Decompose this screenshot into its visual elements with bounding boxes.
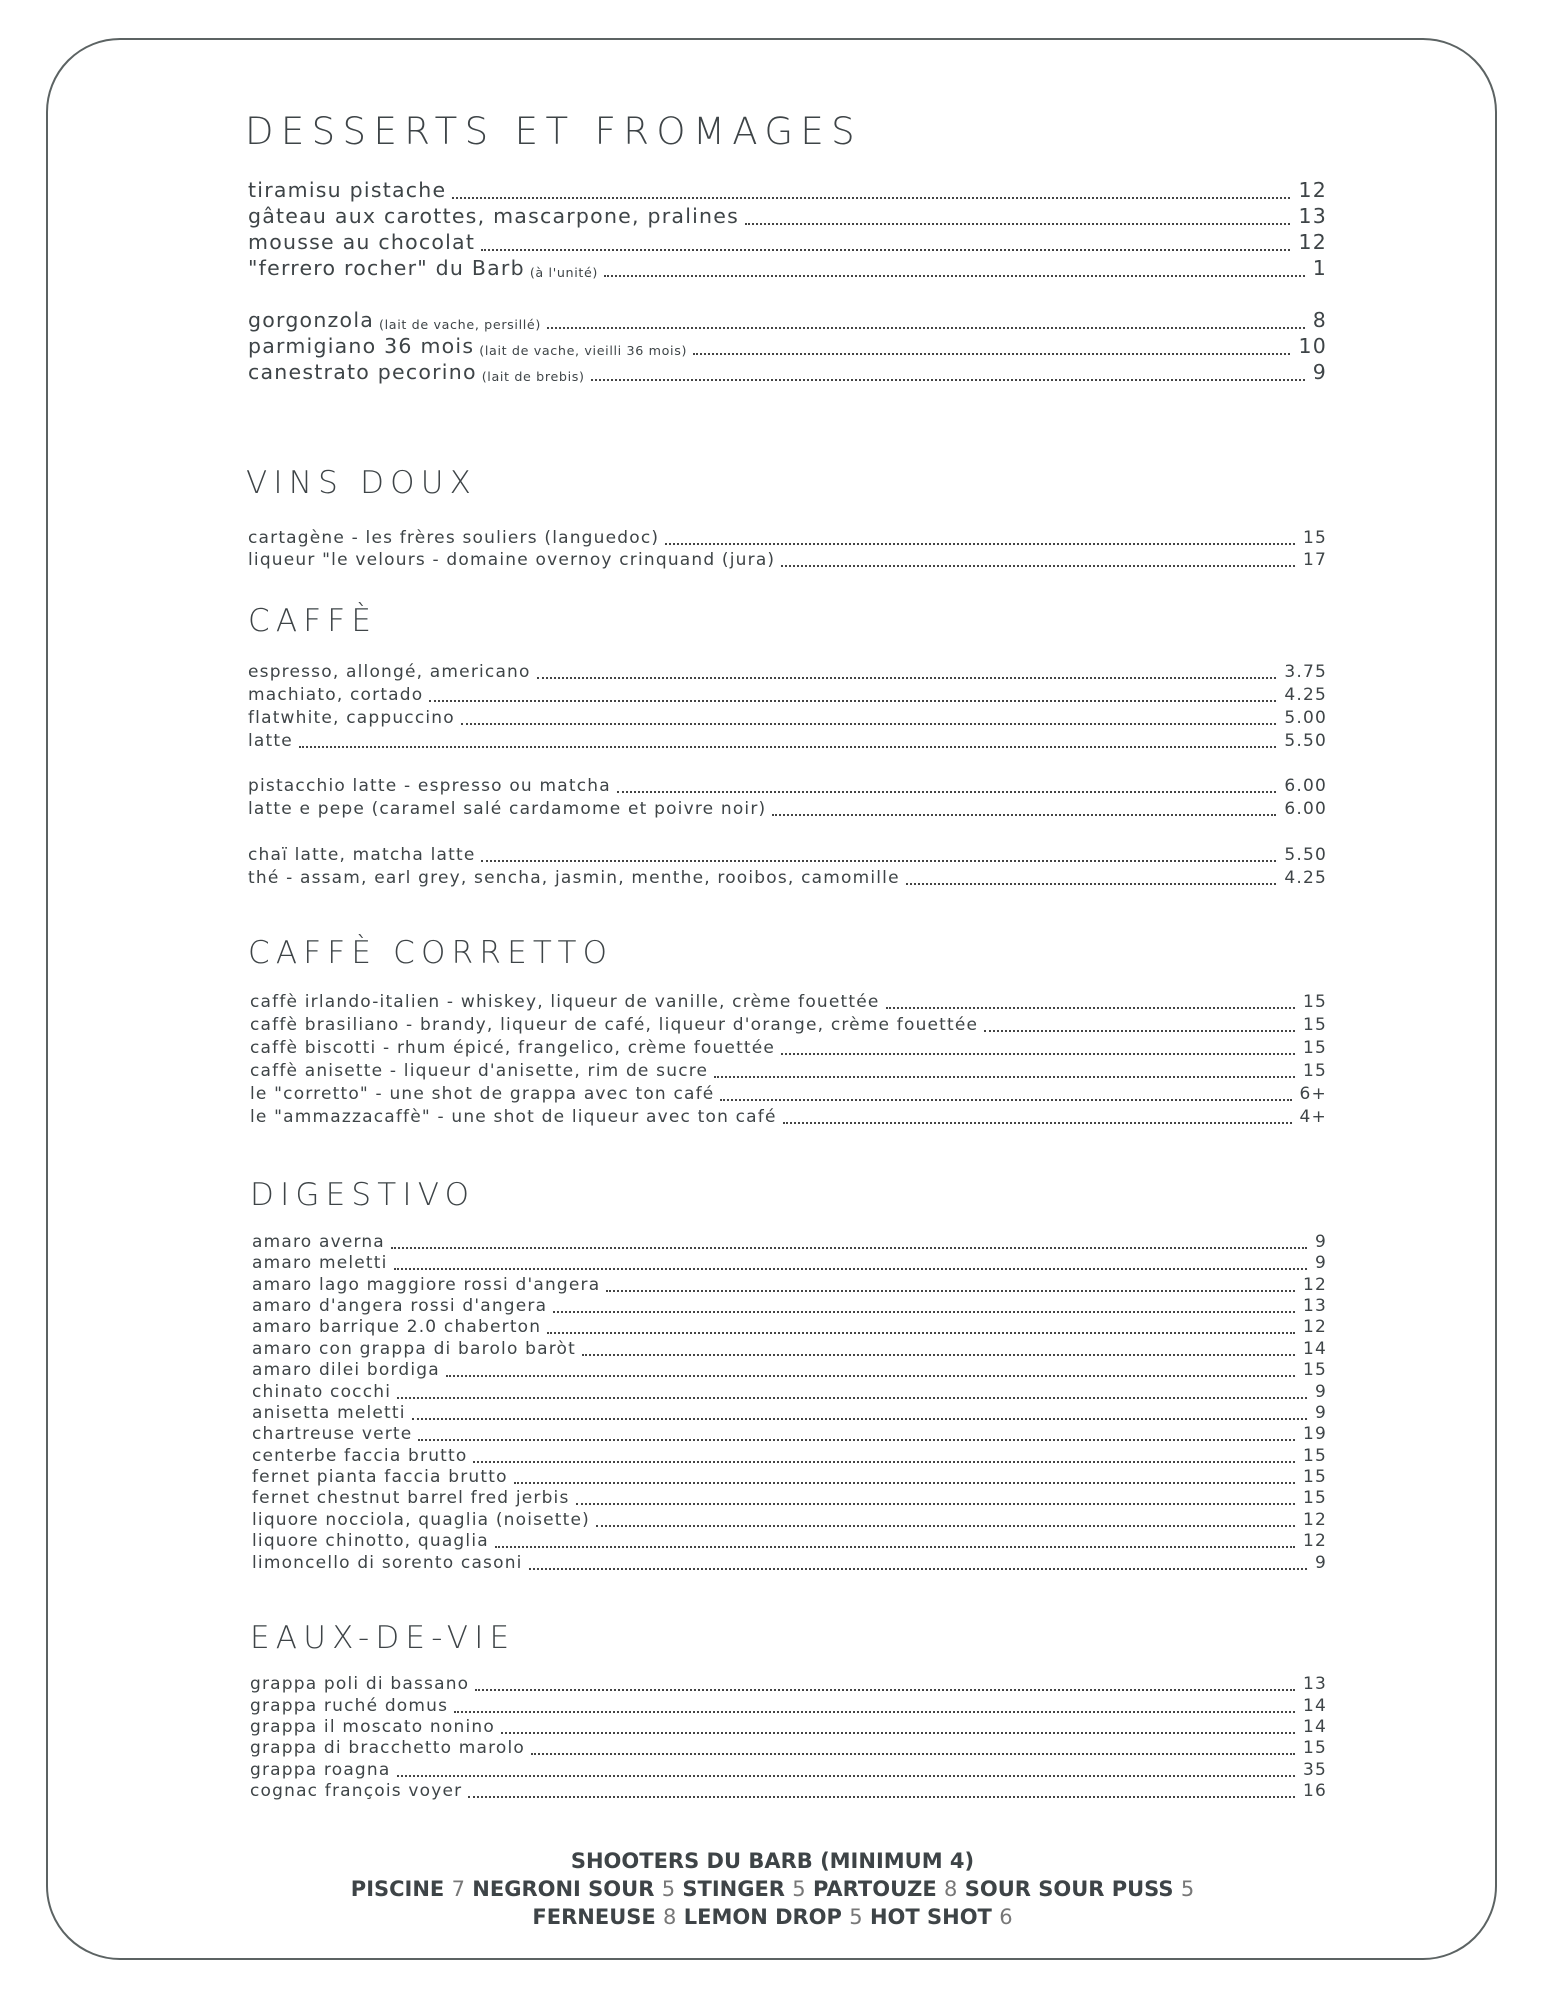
dot-leader (429, 700, 1276, 702)
dot-leader (783, 1122, 1292, 1124)
menu-item (250, 1760, 1327, 1780)
menu-item-price: 13 (1298, 204, 1327, 228)
menu-item-price: 15 (1302, 528, 1327, 548)
dot-leader (461, 723, 1277, 725)
shooter-price: 5 (661, 1877, 676, 1901)
digestivo-section-title: DIGESTIVO (250, 1177, 476, 1213)
shooter-name: LEMON DROP (683, 1905, 842, 1929)
menu-item-price: 8 (1312, 308, 1327, 332)
dot-leader (454, 1711, 1295, 1713)
menu-item-price: 19 (1302, 1424, 1327, 1444)
dot-leader (576, 1503, 1295, 1505)
menu-item-price: 15 (1302, 1038, 1327, 1058)
menu-item (248, 550, 1327, 570)
menu-item-price: 14 (1302, 1696, 1327, 1716)
menu-item-name: anisetta meletti (252, 1403, 406, 1423)
dot-leader (553, 1311, 1295, 1313)
menu-item-name: parmigiano 36 mois (248, 334, 475, 358)
dot-leader (514, 1482, 1295, 1484)
menu-item-price: 9 (1314, 1253, 1327, 1273)
menu-item (250, 1084, 1327, 1104)
shooter-name: PISCINE (350, 1877, 445, 1901)
menu-item (252, 1382, 1327, 1402)
menu-item-name: canestrato pecorino (248, 360, 477, 384)
dot-leader (604, 275, 1305, 277)
menu-item-price: 12 (1298, 178, 1327, 202)
menu-item (248, 528, 1327, 548)
menu-item (250, 1038, 1327, 1058)
dot-leader (475, 1689, 1295, 1691)
shooter-price: 7 (451, 1877, 465, 1901)
menu-item (250, 1015, 1327, 1035)
menu-item-price: 9 (1312, 360, 1327, 384)
dot-leader (720, 1099, 1291, 1101)
menu-item (252, 1317, 1327, 1337)
menu-item-price: 13 (1302, 1296, 1327, 1316)
shooter-name: PARTOUZE (812, 1877, 937, 1901)
menu-item (250, 1717, 1327, 1737)
dot-leader (693, 353, 1290, 355)
menu-item-price: 15 (1302, 1360, 1327, 1380)
menu-item (250, 1674, 1327, 1694)
shooter-price: 5 (849, 1905, 863, 1929)
menu-item-name: machiato, cortado (248, 685, 424, 705)
menu-item-name: latte (248, 731, 293, 751)
menu-item-name: fernet chestnut barrel fred jerbis (252, 1488, 570, 1508)
dot-leader (397, 1775, 1295, 1777)
dot-leader (531, 1753, 1295, 1755)
menu-item-price: 14 (1302, 1339, 1327, 1359)
menu-item-name: latte e pepe (caramel salé cardamome et poivre noir) (248, 799, 767, 819)
dot-leader (391, 1247, 1307, 1249)
menu-item-name: amaro con grappa di barolo baròt (252, 1339, 576, 1359)
menu-item (250, 1738, 1327, 1758)
dot-leader (481, 249, 1290, 251)
menu-item-name: grappa ruché domus (250, 1696, 449, 1716)
menu-item-name: thé - assam, earl grey, sencha, jasmin, menthe, rooibos, camomille (248, 868, 900, 888)
menu-item (252, 1467, 1327, 1487)
menu-item-price: 6.00 (1284, 799, 1327, 819)
menu-item (250, 992, 1327, 1012)
menu-item (252, 1553, 1327, 1573)
dot-leader (547, 1332, 1295, 1334)
menu-item-price: 35 (1302, 1760, 1327, 1780)
dot-leader (412, 1418, 1307, 1420)
menu-item (248, 731, 1327, 751)
menu-item-price: 14 (1302, 1717, 1327, 1737)
menu-item-price: 15 (1302, 1061, 1327, 1081)
menu-item-price: 15 (1302, 1467, 1327, 1487)
menu-item-name: grappa roagna (250, 1760, 391, 1780)
vins-section-title: VINS DOUX (246, 465, 478, 501)
dot-leader (299, 746, 1276, 748)
menu-item-name: liquore nocciola, quaglia (noisette) (252, 1510, 590, 1530)
menu-item-name: amaro averna (252, 1232, 385, 1252)
menu-item-name: liqueur "le velours - domaine overnoy crinquand (jura) (248, 550, 776, 570)
menu-item-name: amaro d'angera rossi d'angera (252, 1296, 548, 1316)
menu-item (252, 1403, 1327, 1423)
menu-item-price: 5.50 (1284, 845, 1327, 865)
menu-item-name: liquore chinotto, quaglia (252, 1531, 489, 1551)
menu-item (248, 178, 1327, 202)
menu-item-name: caffè anisette - liqueur d'anisette, rim de sucre (250, 1061, 709, 1081)
menu-item-name: gâteau aux carottes, mascarpone, pralines (248, 204, 740, 228)
shooter-name: SOUR SOUR PUSS (964, 1877, 1174, 1901)
menu-item-name: chartreuse verte (252, 1424, 413, 1444)
shooter-name: FERNEUSE (532, 1905, 656, 1929)
menu-item (252, 1510, 1327, 1530)
menu-item (252, 1296, 1327, 1316)
menu-item-name: "ferrero rocher" du Barb (248, 256, 525, 280)
dot-leader (617, 791, 1277, 793)
menu-item (252, 1360, 1327, 1380)
menu-item-name: chinato cocchi (252, 1382, 392, 1402)
menu-item-name: grappa poli di bassano (250, 1674, 470, 1694)
menu-item (252, 1446, 1327, 1466)
desserts-section-title: DESSERTS ET FROMAGES (245, 110, 863, 153)
menu-item-price: 9 (1314, 1382, 1327, 1402)
menu-item (248, 204, 1327, 228)
dot-leader (537, 677, 1277, 679)
corretto-section-title: CAFFÈ CORRETTO (248, 935, 614, 971)
shooters-line-1 (0, 1877, 1545, 1901)
shooters-line-2 (0, 1905, 1545, 1929)
menu-item-price: 5.00 (1284, 708, 1327, 728)
menu-item-price: 12 (1302, 1275, 1327, 1295)
menu-item (252, 1232, 1327, 1252)
menu-item (248, 845, 1327, 865)
shooter-price: 5 (1180, 1877, 1195, 1901)
menu-item (252, 1339, 1327, 1359)
menu-item-price: 16 (1302, 1781, 1327, 1801)
menu-item-name: pistacchio latte - espresso ou matcha (248, 776, 611, 796)
menu-item-name: cartagène - les frères souliers (languedoc) (248, 528, 660, 548)
menu-item-price: 15 (1302, 992, 1327, 1012)
menu-item-name: mousse au chocolat (248, 230, 476, 254)
menu-item-name: le "ammazzacaffè" - une shot de liqueur avec ton café (250, 1107, 777, 1127)
menu-item-name: le "corretto" - une shot de grappa avec ton café (250, 1084, 715, 1104)
menu-item-price: 15 (1302, 1738, 1327, 1758)
dot-leader (481, 860, 1276, 862)
menu-item (248, 776, 1327, 796)
dot-leader (582, 1354, 1295, 1356)
shooter-price: 6 (999, 1905, 1013, 1929)
dot-leader (446, 1375, 1295, 1377)
menu-item-name: tiramisu pistache (248, 178, 447, 202)
menu-item (248, 334, 1327, 358)
menu-item-name: caffè irlando-italien - whiskey, liqueur de vanille, crème fouettée (250, 992, 880, 1012)
menu-item-price: 12 (1298, 230, 1327, 254)
dot-leader (394, 1268, 1307, 1270)
menu-item (252, 1424, 1327, 1444)
menu-item-price: 3.75 (1284, 662, 1327, 682)
menu-item-price: 15 (1302, 1446, 1327, 1466)
menu-item-price: 15 (1302, 1015, 1327, 1035)
dot-leader (495, 1546, 1295, 1548)
menu-item-name: amaro lago maggiore rossi d'angera (252, 1275, 601, 1295)
dot-leader (714, 1076, 1295, 1078)
menu-item (248, 708, 1327, 728)
dot-leader (781, 565, 1295, 567)
shooter-price: 5 (792, 1877, 806, 1901)
menu-item-price: 1 (1312, 256, 1327, 280)
dot-leader (468, 1796, 1295, 1798)
menu-item (252, 1253, 1327, 1273)
menu-item-name: limoncello di sorento casoni (252, 1553, 523, 1573)
dot-leader (473, 1461, 1295, 1463)
dot-leader (596, 1525, 1295, 1527)
menu-item (252, 1275, 1327, 1295)
menu-item-name: gorgonzola (248, 308, 375, 332)
menu-item-name: amaro dilei bordiga (252, 1360, 440, 1380)
caffe-section-title: CAFFÈ (248, 603, 378, 639)
menu-item (252, 1531, 1327, 1551)
shooter-name: HOT SHOT (869, 1905, 992, 1929)
menu-item (248, 868, 1327, 888)
dot-leader (418, 1439, 1295, 1441)
menu-item-name: amaro barrique 2.0 chaberton (252, 1317, 542, 1337)
menu-item (248, 360, 1327, 384)
dot-leader (984, 1030, 1295, 1032)
menu-item (248, 662, 1327, 682)
menu-item (250, 1696, 1327, 1716)
dot-leader (547, 327, 1305, 329)
menu-item-name: caffè brasiliano - brandy, liqueur de café, liqueur d'orange, crème fouettée (250, 1015, 979, 1035)
menu-item-price: 5.50 (1284, 731, 1327, 751)
menu-item-name: amaro meletti (252, 1253, 388, 1273)
menu-item (248, 230, 1327, 254)
menu-item-name: fernet pianta faccia brutto (252, 1467, 508, 1487)
menu-item (250, 1061, 1327, 1081)
menu-item (248, 799, 1327, 819)
dot-leader (781, 1053, 1295, 1055)
shooter-price: 8 (944, 1877, 958, 1901)
dot-leader (665, 543, 1295, 545)
menu-item-price: 6.00 (1284, 776, 1327, 796)
dot-leader (529, 1568, 1307, 1570)
menu-item-price: 15 (1302, 1488, 1327, 1508)
menu-item-price: 13 (1302, 1674, 1327, 1694)
menu-item-price: 6+ (1299, 1084, 1327, 1104)
menu-item-name: caffè biscotti - rhum épicé, frangelico, crème fouettée (250, 1038, 776, 1058)
dot-leader (606, 1290, 1295, 1292)
menu-item-price: 12 (1302, 1531, 1327, 1551)
dot-leader (886, 1007, 1295, 1009)
menu-item-note: (lait de brebis) (481, 369, 585, 384)
dot-leader (745, 223, 1290, 225)
shooters-title: SHOOTERS DU BARB (MINIMUM 4) (570, 1849, 975, 1873)
menu-item-name: espresso, allongé, americano (248, 662, 531, 682)
menu-item-name: grappa il moscato nonino (250, 1717, 495, 1737)
menu-item (250, 1107, 1327, 1127)
menu-item (248, 308, 1327, 332)
dot-leader (772, 814, 1276, 816)
dot-leader (906, 883, 1277, 885)
eaux-section-title: EAUX-DE-VIE (250, 1620, 516, 1656)
menu-item (248, 685, 1327, 705)
menu-item-price: 12 (1302, 1317, 1327, 1337)
shooter-price: 8 (663, 1905, 677, 1929)
menu-item-price: 4+ (1299, 1107, 1327, 1127)
dot-leader (397, 1397, 1307, 1399)
menu-item-note: (lait de vache, persillé) (379, 317, 541, 332)
menu-item (248, 256, 1327, 280)
menu-item-price: 9 (1314, 1403, 1327, 1423)
menu-item-price: 10 (1298, 334, 1327, 358)
dot-leader (501, 1732, 1295, 1734)
dot-leader (591, 379, 1305, 381)
menu-item-name: centerbe faccia brutto (252, 1446, 468, 1466)
menu-item-price: 12 (1302, 1510, 1327, 1530)
menu-item-name: cognac françois voyer (250, 1781, 463, 1801)
shooter-name: STINGER (682, 1877, 785, 1901)
menu-item-note: (à l'unité) (529, 265, 599, 280)
menu-item-name: grappa di bracchetto marolo (250, 1738, 526, 1758)
menu-item-note: (lait de vache, vieilli 36 mois) (479, 343, 688, 358)
menu-item-price: 17 (1302, 550, 1327, 570)
menu-item-price: 4.25 (1284, 685, 1327, 705)
menu-item-price: 9 (1314, 1232, 1327, 1252)
menu-item-price: 4.25 (1284, 868, 1327, 888)
menu-item (252, 1488, 1327, 1508)
menu-item-name: chaï latte, matcha latte (248, 845, 476, 865)
menu-item (250, 1781, 1327, 1801)
menu-item-name: flatwhite, cappuccino (248, 708, 455, 728)
menu-item-price: 9 (1314, 1553, 1327, 1573)
shooter-name: NEGRONI SOUR (472, 1877, 655, 1901)
dot-leader (452, 197, 1290, 199)
